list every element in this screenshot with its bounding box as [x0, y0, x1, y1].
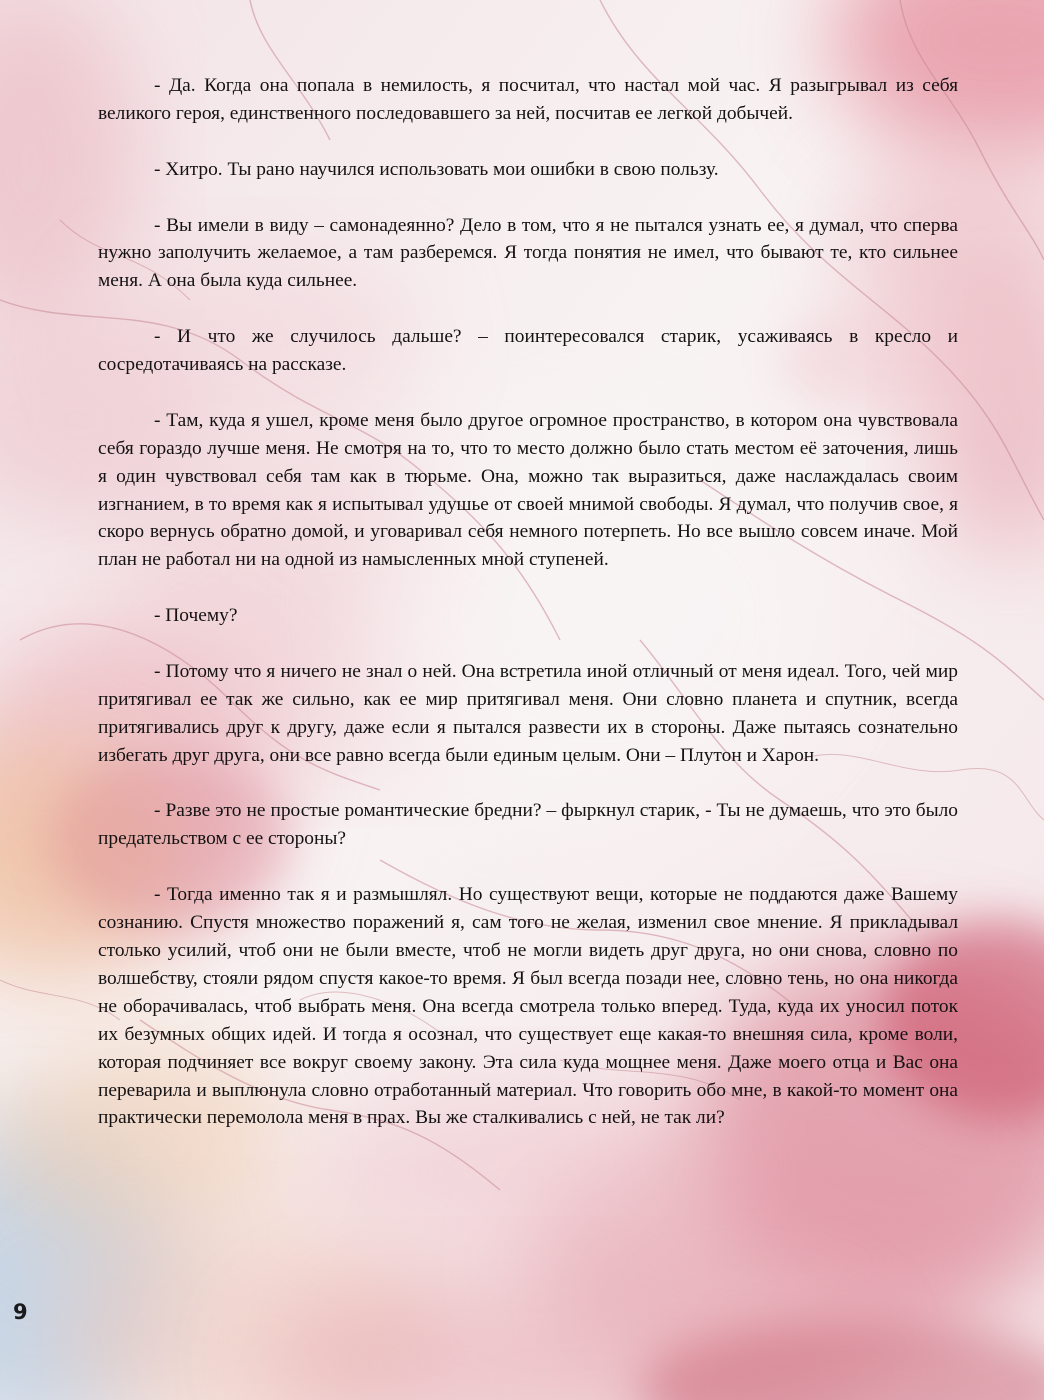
- document-body: [98, 72, 958, 1132]
- paragraph: - Потому что я ничего не знал о ней. Она встретила иной отличный от меня идеал. Того, чей мир притягивал ее так же сильно, как ее мир притягивал меня. Они словно планета и спутник, всегда притягивались друг к другу, даже если я пытался развести их в стороны. Даже пытаясь сознательно избегать друг друга, они все равно всегда были единым целым. Они – Плутон и Харон.: [98, 660, 958, 766]
- page-number: 9: [13, 1300, 28, 1324]
- paragraph: - Хитро. Ты рано научился использовать мои ошибки в свою пользу.: [154, 158, 719, 180]
- paragraph: - Вы имели в виду – самонадеянно? Дело в том, что я не пытался узнать ее, я думал, что сперва нужно заполучить желаемое, а там разберемся. Я тогда понятия не имел, что бывают те, кто сильнее меня. А она была куда сильнее.: [98, 214, 958, 292]
- paragraph: - Разве это не простые романтические бредни? – фыркнул старик, - Ты не думаешь, что это было предательством с ее стороны?: [98, 800, 958, 850]
- paragraph: - И что же случилось дальше? – поинтересовался старик, усаживаясь в кресло и сосредотачиваясь на рассказе.: [98, 326, 958, 376]
- paragraph: - Да. Когда она попала в немилость, я посчитал, что настал мой час. Я разыгрывал из себя великого героя, единственного последовавшего за ней, посчитав ее легкой добычей.: [98, 75, 958, 124]
- paragraph: - Там, куда я ушел, кроме меня было другое огромное пространство, в котором она чувствовала себя гораздо лучше меня. Не смотря на то, что то место должно было стать местом её заточения, лишь я один чувствовал себя там как в тюрьме. Она, можно так выразиться, даже наслаждалась своим изгнанием, в то время как я испытывал удушье от своей мнимой свободы. Я думал, что получив свое, я скоро вернусь обратно домой, и уговаривал себя немного потерпеть. Но все вышло совсем иначе. Мой план не работал ни на одной из намысленных мной ступеней.: [98, 409, 958, 571]
- paragraph: - Почему?: [154, 605, 238, 627]
- paragraph: - Тогда именно так я и размышлял. Но существуют вещи, которые не поддаются даже Вашему сознанию. Спустя множество поражений я, сам того не желая, изменил свое мнение. Я прикладывал столько усилий, чтоб они не были вместе, чтоб не могли видеть друг друга, но они снова, словно по волшебству, стояли рядом спустя какое-то время. Я был всегда позади нее, словно тень, но она никогда не оборачивалась, чтоб выбрать меня. Она всегда смотрела только вперед. Туда, куда их уносил поток их безумных общих идей. И тогда я осознал, что существует еще какая-то внешняя сила, кроме воли, которая подчиняет все вокруг своему закону. Эта сила куда мощнее меня. Даже моего отца и Вас она переварила и выплюнула словно отработанный материал. Что говорить обо мне, в какой-то момент она практически перемолола меня в прах. Вы же сталкивались с ней, не так ли?: [98, 884, 958, 1129]
